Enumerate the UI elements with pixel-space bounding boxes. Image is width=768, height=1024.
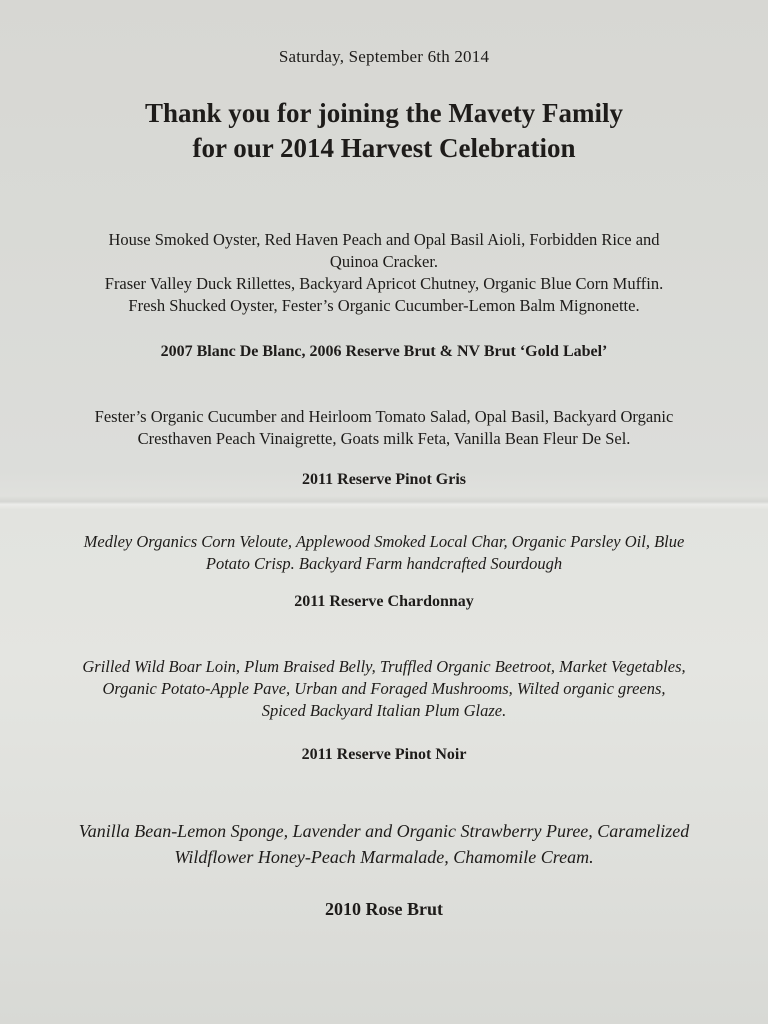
course-line: Fraser Valley Duck Rillettes, Backyard Apricot Chutney, Organic Blue Corn Muffin. <box>104 274 664 293</box>
course-4-description <box>20 656 748 722</box>
event-date: Saturday, September 6th 2014 <box>278 47 490 66</box>
course-line: Spiced Backyard Italian Plum Glaze. <box>261 701 507 720</box>
course-line: Vanilla Bean-Lemon Sponge, Lavender and Organic Strawberry Puree, Caramelized <box>78 821 690 841</box>
course-3-description <box>20 531 748 575</box>
course-5-wine-pairing: 2010 Rose Brut <box>325 899 443 919</box>
course-5-description <box>20 818 748 870</box>
course-line: Wildflower Honey-Peach Marmalade, Chamomile Cream. <box>174 847 594 867</box>
course-line: Potato Crisp. Backyard Farm handcrafted Sourdough <box>205 554 563 573</box>
course-line: Quinoa Cracker. <box>329 252 439 271</box>
course-1-wine-pairing: 2007 Blanc De Blanc, 2006 Reserve Brut & NV Brut ‘Gold Label’ <box>160 343 608 360</box>
card-fold-crease <box>0 496 768 510</box>
course-line: Organic Potato-Apple Pave, Urban and Foraged Mushrooms, Wilted organic greens, <box>102 679 666 698</box>
course-line: Grilled Wild Boar Loin, Plum Braised Belly, Truffled Organic Beetroot, Market Vegetables, <box>82 657 686 676</box>
course-2-wine-pairing: 2011 Reserve Pinot Gris <box>302 471 466 488</box>
page-title <box>0 96 768 166</box>
course-2-description <box>20 406 748 450</box>
course-line: House Smoked Oyster, Red Haven Peach and Opal Basil Aioli, Forbidden Rice and <box>108 230 660 249</box>
course-line: Fester’s Organic Cucumber and Heirloom Tomato Salad, Opal Basil, Backyard Organic <box>94 407 674 426</box>
course-line: Cresthaven Peach Vinaigrette, Goats milk Feta, Vanilla Bean Fleur De Sel. <box>137 429 631 448</box>
course-4-wine-pairing: 2011 Reserve Pinot Noir <box>301 746 467 763</box>
course-line: Fresh Shucked Oyster, Fester’s Organic Cucumber-Lemon Balm Mignonette. <box>128 296 640 315</box>
title-line-1: Thank you for joining the Mavety Family <box>144 98 624 128</box>
course-3-wine-pairing: 2011 Reserve Chardonnay <box>294 593 474 610</box>
course-1-description <box>20 229 748 317</box>
title-line-2: for our 2014 Harvest Celebration <box>192 133 576 163</box>
course-line: Medley Organics Corn Veloute, Applewood Smoked Local Char, Organic Parsley Oil, Blue <box>83 532 685 551</box>
